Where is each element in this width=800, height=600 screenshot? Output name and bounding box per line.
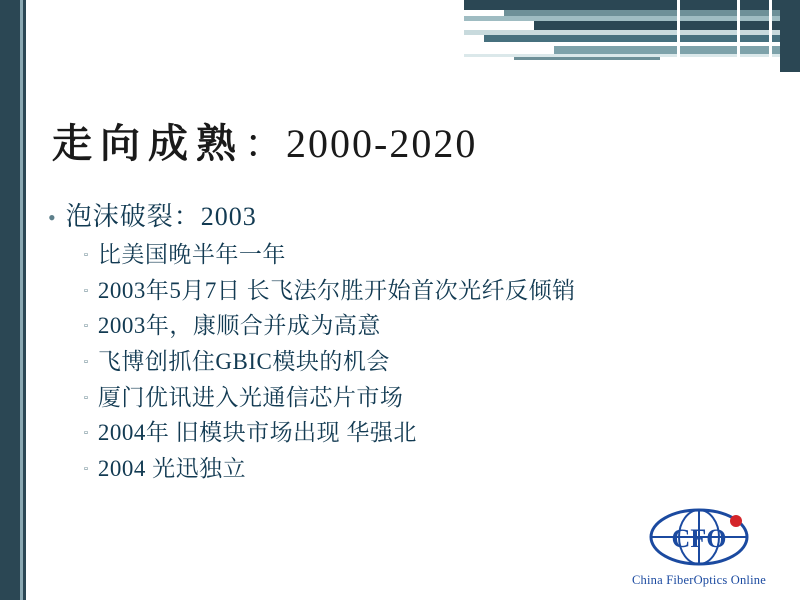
- band-vertical-divider-1: [677, 0, 680, 60]
- list-item: [84, 382, 748, 415]
- list-item: [84, 239, 748, 272]
- list-item-label: 厦门优讯进入光通信芯片市场: [97, 384, 404, 410]
- left-decorative-bar: [0, 0, 26, 600]
- bullet-icon: ▫: [84, 462, 88, 475]
- cfo-logo-mark: [624, 506, 774, 572]
- list-item-label: 2003年，康顺合并成为高意: [97, 313, 381, 339]
- band-corner-block: [780, 0, 800, 72]
- band-accent-line: [514, 57, 660, 60]
- list-item: [48, 196, 748, 233]
- list-item-label: 2004年 旧模块市场出现 华强北: [97, 420, 417, 446]
- band-stripe-4: [534, 21, 800, 30]
- bullet-icon: ▫: [84, 427, 88, 440]
- band-stripe-1: [464, 0, 800, 10]
- top-decorative-band: [464, 0, 800, 72]
- cfo-logo-caption: China FiberOptics Online: [632, 573, 766, 587]
- list-item: [84, 417, 748, 450]
- band-vertical-divider-3: [769, 0, 772, 72]
- band-vertical-divider-2: [737, 0, 740, 60]
- list-item: [84, 310, 748, 343]
- list-item-label: 2003年5月7日 长飞法尔胜开始首次光纤反倾销: [97, 277, 576, 303]
- bullet-icon: •: [48, 205, 56, 230]
- bullet-icon: ▫: [84, 249, 88, 261]
- bullet-icon: ▫: [84, 284, 88, 297]
- bullet-icon: ▫: [84, 355, 88, 368]
- slide-body: [48, 196, 748, 489]
- list-item-label: 比美国晚半年一年: [97, 242, 286, 267]
- svg-text:CFO: CFO: [671, 524, 727, 553]
- slide-title: [52, 112, 477, 169]
- bullet-icon: ▫: [84, 320, 88, 333]
- slide-title-cjk: 走向成熟: [52, 121, 244, 166]
- bullet-icon: ▫: [84, 391, 88, 404]
- cfo-logo: [624, 506, 774, 588]
- left-bar-accent-line: [20, 0, 23, 600]
- band-stripe-6: [484, 35, 800, 42]
- list-item-label: 飞博创抓住GBIC模块的机会: [97, 348, 390, 374]
- list-item-label: 泡沫破裂：2003: [65, 202, 257, 231]
- slide-title-rest: ：2000-2020: [244, 121, 478, 166]
- list-item: [84, 275, 748, 308]
- list-item-label: 2004 光迅独立: [97, 455, 247, 481]
- list-item: [84, 453, 748, 486]
- list-item: [84, 346, 748, 379]
